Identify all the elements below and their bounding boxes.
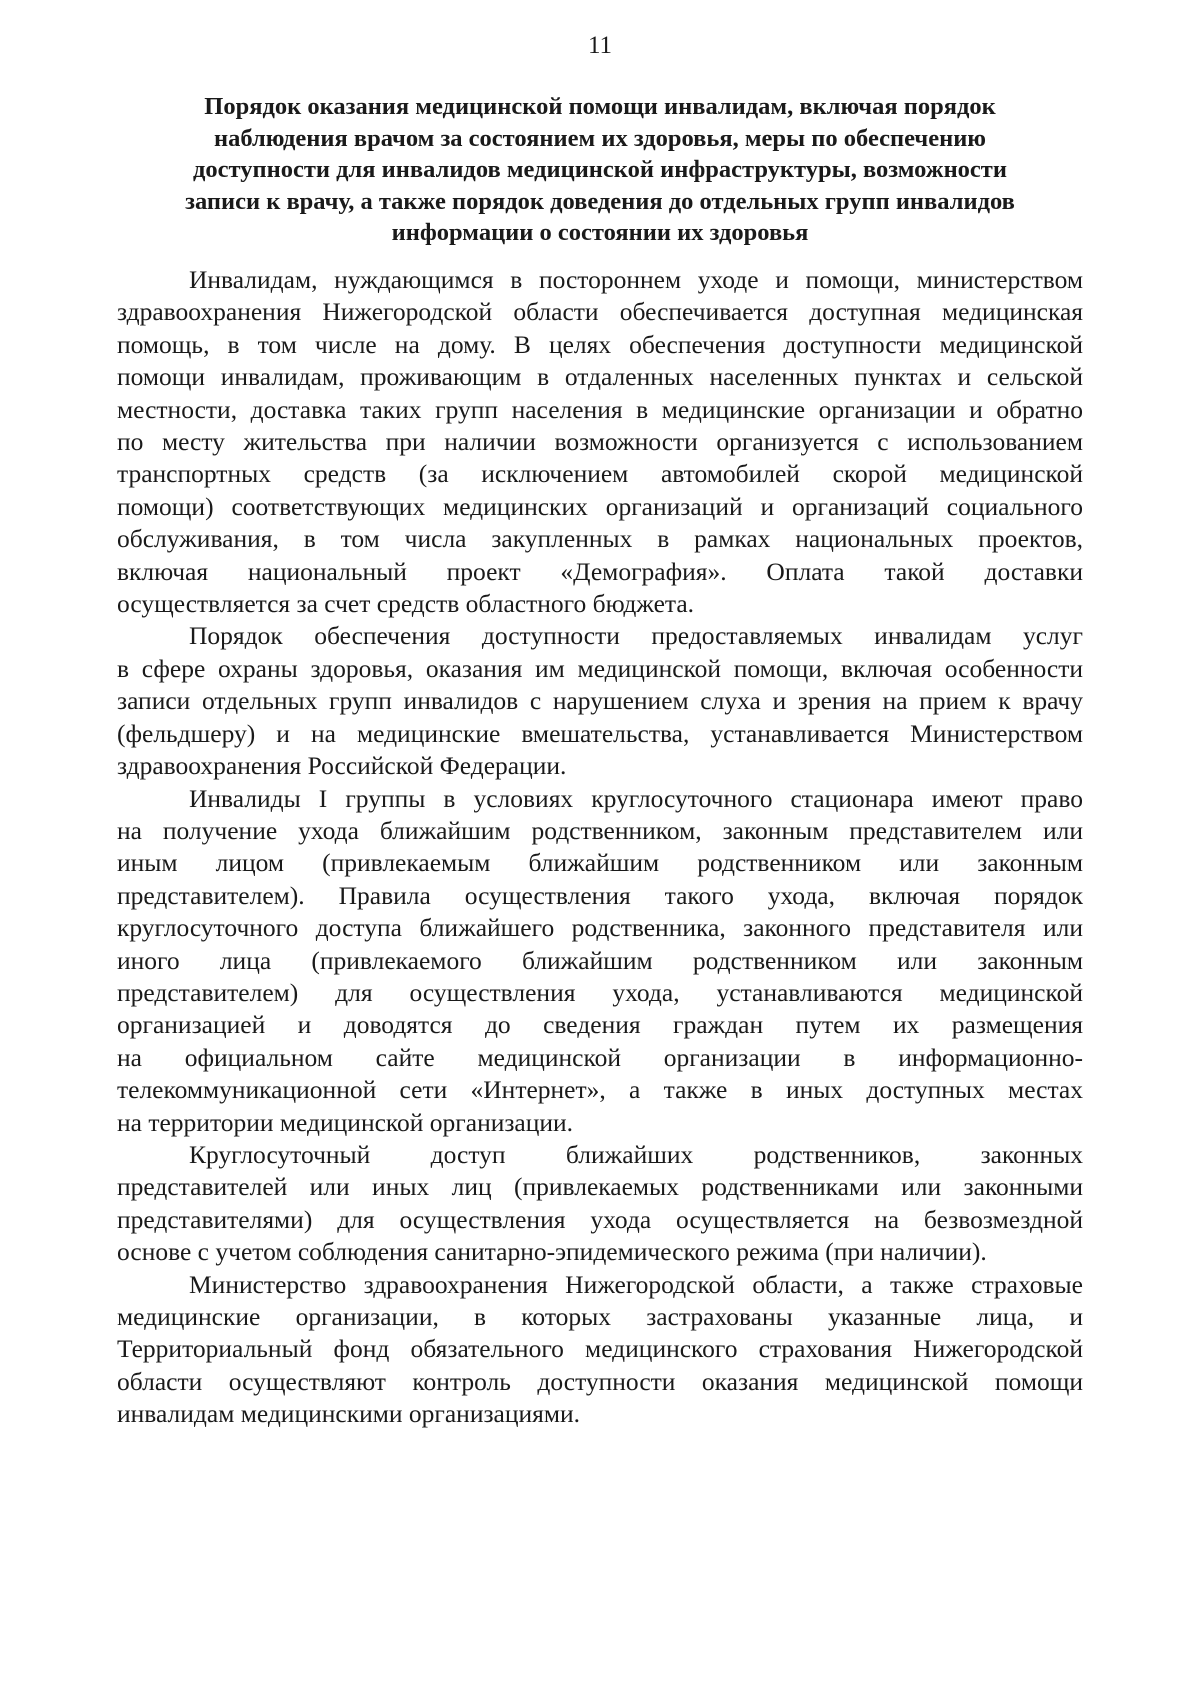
text-line: помощи) соответствующих медицинских организаций и организаций социального [117,491,1083,521]
text-line: помощи инвалидам, проживающим в отдаленных населенных пунктах и сельской [117,362,1083,392]
text-line: здравоохранения Российской Федерации. [117,751,567,781]
text-line: медицинские организации, в которых застрахованы указанные лица, и [117,1302,1083,1331]
text-line: иным лицом (привлекаемым ближайшим родственником или законным [117,848,1083,878]
paragraph-3 [117,783,1083,1139]
text-line: инвалидам медицинскими организациями. [117,1399,581,1429]
text-line: иного лица (привлекаемого ближайшим родственником или законным [117,945,1083,975]
text-line: представителем). Правила осуществления такого ухода, включая порядок [117,880,1083,910]
text-line: Круглосуточный доступ ближайших родственников, законных [189,1139,1083,1169]
text-line: (фельдшеру) и на медицинские вмешательства, устанавливается Министерством [117,718,1083,748]
text-line: Инвалидам, нуждающимся в постороннем уходе и помощи, министерством [189,265,1083,294]
paragraph-2 [117,620,1083,782]
text-line: Порядок обеспечения доступности предоставляемых инвалидам услуг [189,621,1083,651]
text-line: на получение ухода ближайшим родственником, законным представителем или [117,815,1083,845]
text-line: здравоохранения Нижегородской области обеспечивается доступная медицинская [117,297,1083,327]
text-line: телекоммуникационной сети «Интернет», а также в иных доступных местах [117,1075,1083,1105]
text-line: местности, доставка таких групп населения в медицинские организации и обратно [117,394,1083,424]
text-line: Министерство здравоохранения Нижегородской области, а также страховые [189,1269,1083,1299]
text-line: по месту жительства при наличии возможности организуется с использованием [117,427,1083,457]
document-title [100,91,1100,249]
text-line: на официальном сайте медицинской организации в информационно- [117,1042,1083,1072]
text-line: Инвалиды I группы в условиях круглосуточного стационара имеют право [189,783,1083,813]
text-line: включая национальный проект «Демография». Оплата такой доставки [117,556,1083,586]
paragraph-1 [117,264,1083,620]
title-line: Порядок оказания медицинской помощи инвалидам, включая порядок [204,93,996,120]
text-line: основе с учетом соблюдения санитарно-эпидемического режима (при наличии). [117,1237,987,1267]
title-line: наблюдения врачом за состоянием их здоровья, меры по обеспечению [213,124,987,152]
paragraph-5 [117,1269,1083,1431]
text-line: помощь, в том числе на дому. В целях обеспечения доступности медицинской [117,329,1083,359]
text-line: на территории медицинской организации. [117,1107,574,1137]
text-line: осуществляется за счет средств областного бюджета. [117,589,695,619]
paragraph-4 [117,1139,1083,1269]
title-line: записи к врачу, а также порядок доведения до отдельных групп инвалидов [185,187,1015,215]
text-line: транспортных средств (за исключением автомобилей скорой медицинской [117,459,1083,489]
title-line: доступности для инвалидов медицинской инфраструктуры, возможности [193,156,1007,184]
document-body [117,264,1083,1431]
text-line: представителем) для осуществления ухода, устанавливаются медицинской [117,977,1083,1007]
title-line: информации о состоянии их здоровья [391,219,809,247]
text-line: представителей или иных лиц (привлекаемых родственниками или законными [117,1172,1083,1202]
text-line: круглосуточного доступа ближайшего родственника, законного представителя или [117,913,1083,943]
text-line: обслуживания, в том числа закупленных в рамках национальных проектов, [117,524,1083,554]
text-line: записи отдельных групп инвалидов с нарушением слуха и зрения на прием к врачу [117,686,1083,716]
text-line: организацией и доводятся до сведения граждан путем их размещения [117,1010,1083,1040]
text-line: в сфере охраны здоровья, оказания им медицинской помощи, включая особенности [117,653,1083,683]
text-line: Территориальный фонд обязательного медицинского страхования Нижегородской [117,1334,1083,1364]
text-line: области осуществляют контроль доступности оказания медицинской помощи [117,1366,1083,1396]
text-line: представителями) для осуществления ухода осуществляется на безвозмездной [117,1204,1083,1234]
page-number: 11 [587,32,613,59]
